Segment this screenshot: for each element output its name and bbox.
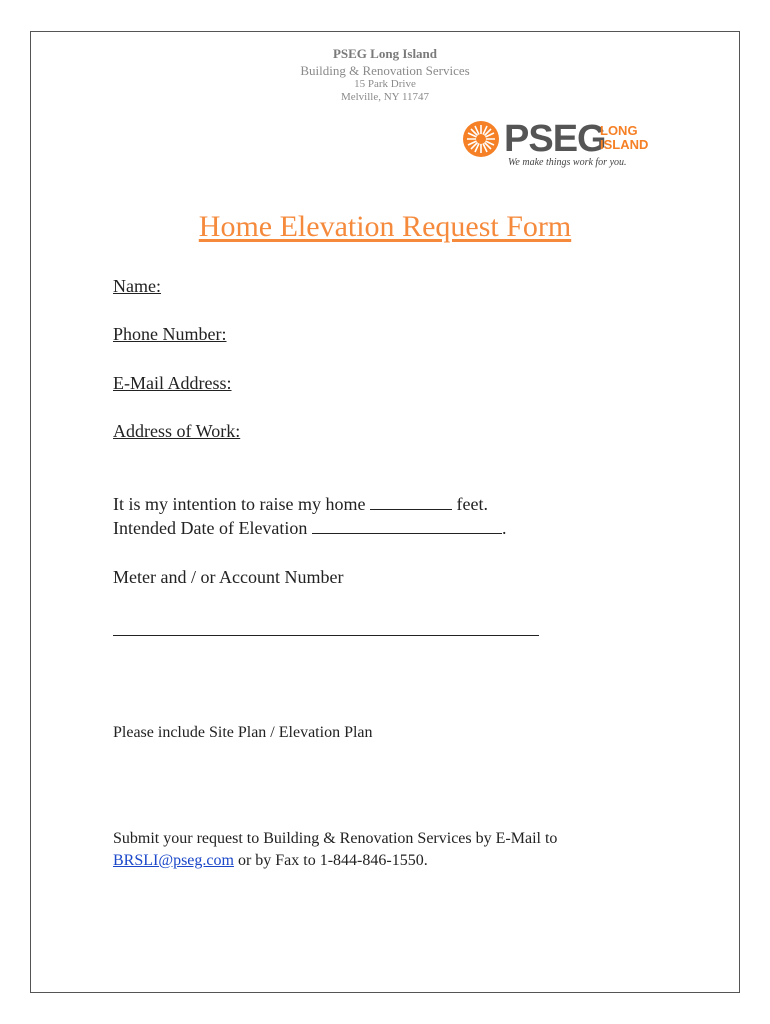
logo-region-line1: LONG: [600, 123, 638, 138]
sunburst-icon: [462, 120, 500, 158]
raise-feet-blank[interactable]: [370, 508, 452, 510]
form-title: Home Elevation Request Form: [198, 210, 572, 243]
submit-line2: [113, 852, 428, 870]
logo-region: [600, 124, 648, 152]
header-street: 15 Park Drive: [354, 78, 416, 90]
pseg-logo: [462, 120, 662, 170]
include-note: Please include Site Plan / Elevation Plan: [113, 724, 373, 741]
header-city: Melville, NY 11747: [340, 91, 430, 103]
date-line: [113, 518, 506, 539]
name-label: Name:: [113, 276, 161, 296]
date-suffix: .: [501, 518, 507, 538]
header-org: PSEG Long Island: [332, 46, 438, 61]
email-label: E-Mail Address:: [113, 373, 232, 393]
submit-email-link[interactable]: BRSLI@pseg.com: [113, 852, 234, 869]
address-label: Address of Work:: [113, 421, 241, 441]
date-prefix: Intended Date of Elevation: [113, 518, 308, 538]
logo-region-line2: ISLAND: [600, 137, 649, 152]
submit-fax-text: or by Fax to 1-844-846-1550.: [233, 852, 428, 869]
submit-line1: Submit your request to Building & Renovation Services by E-Mail to: [113, 830, 558, 847]
phone-label: Phone Number:: [113, 324, 227, 344]
header-dept: Building & Renovation Services: [300, 63, 470, 78]
raise-line: [113, 494, 488, 515]
logo-tagline: We make things work for you.: [508, 157, 627, 168]
raise-suffix: feet.: [456, 494, 488, 514]
meter-account-blank[interactable]: [113, 635, 539, 636]
logo-wordmark: PSEG: [504, 118, 606, 160]
date-blank[interactable]: [312, 532, 502, 534]
meter-label: Meter and / or Account Number: [113, 567, 344, 587]
raise-prefix: It is my intention to raise my home: [113, 494, 366, 514]
